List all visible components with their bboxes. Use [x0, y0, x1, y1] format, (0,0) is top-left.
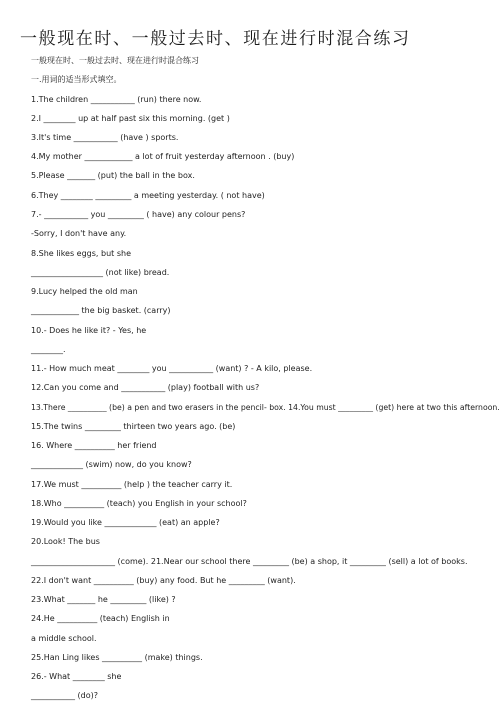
- question-10-cont: ________.: [31, 345, 66, 354]
- question-10: 10.- Does he like it? - Yes, he: [31, 326, 147, 335]
- question-20-21: _____________________ (come). 21.Near our school there _________ (be) a shop, it _________ (sell) a lot of books.: [31, 557, 468, 566]
- question-25: 25.Han Ling likes __________ (make) things.: [31, 653, 203, 662]
- question-15: 15.The twins _________ thirteen two years ago. (be): [31, 422, 236, 431]
- question-16: 16. Where __________ her friend: [31, 441, 157, 450]
- question-5: 5.Please _______ (put) the ball in the box.: [31, 171, 195, 180]
- question-18: 18.Who __________ (teach) you English in your school?: [31, 499, 247, 508]
- question-24: 24.He __________ (teach) English in: [31, 614, 170, 623]
- question-6: 6.They ________ _________ a meeting yesterday. ( not have): [31, 191, 265, 200]
- question-22: 22.I don't want __________ (buy) any food. But he _________ (want).: [31, 576, 296, 585]
- question-17: 17.We must __________ (help ) the teacher carry it.: [31, 480, 233, 489]
- question-19: 19.Would you like _____________ (eat) an apple?: [31, 518, 220, 527]
- question-9-cont: ____________ the big basket. (carry): [31, 306, 171, 315]
- question-2: 2.I ________ up at half past six this morning. (get ): [31, 114, 230, 123]
- question-12: 12.Can you come and ___________ (play) football with us?: [31, 383, 260, 392]
- section-heading: 一.用词的适当形式填空。: [31, 75, 122, 84]
- question-20: 20.Look! The bus: [31, 537, 100, 546]
- question-24-cont: a middle school.: [31, 634, 97, 643]
- question-23: 23.What _______ he _________ (like) ?: [31, 595, 176, 604]
- question-26-cont: ___________ (do)?: [31, 691, 99, 700]
- question-16-cont: _____________ (swim) now, do you know?: [31, 460, 192, 469]
- question-11: 11.- How much meat ________ you ___________ (want) ? - A kilo, please.: [31, 364, 313, 373]
- question-26: 26.- What ________ she: [31, 672, 122, 681]
- question-4: 4.My mother ____________ a lot of fruit yesterday afternoon . (buy): [31, 152, 295, 161]
- question-7: 7.- ___________ you _________ ( have) any colour pens?: [31, 210, 246, 219]
- page-title: 一般现在时、一般过去时、现在进行时混合练习: [20, 29, 411, 49]
- question-13-14: 13.There __________ (be) a pen and two erasers in the pencil- box. 14.You must _________ (get) here at two this afternoon.: [31, 403, 500, 412]
- question-9: 9.Lucy helped the old man: [31, 287, 138, 296]
- question-7-answer: -Sorry, I don't have any.: [31, 229, 127, 238]
- subtitle: 一般现在时、一般过去时、现在进行时混合练习: [31, 56, 199, 65]
- question-8: 8.She likes eggs, but she: [31, 249, 131, 258]
- question-3: 3.It's time ___________ (have ) sports.: [31, 133, 179, 142]
- question-1: 1.The children ___________ (run) there now.: [31, 95, 202, 104]
- question-8-cont: __________________ (not like) bread.: [31, 268, 170, 277]
